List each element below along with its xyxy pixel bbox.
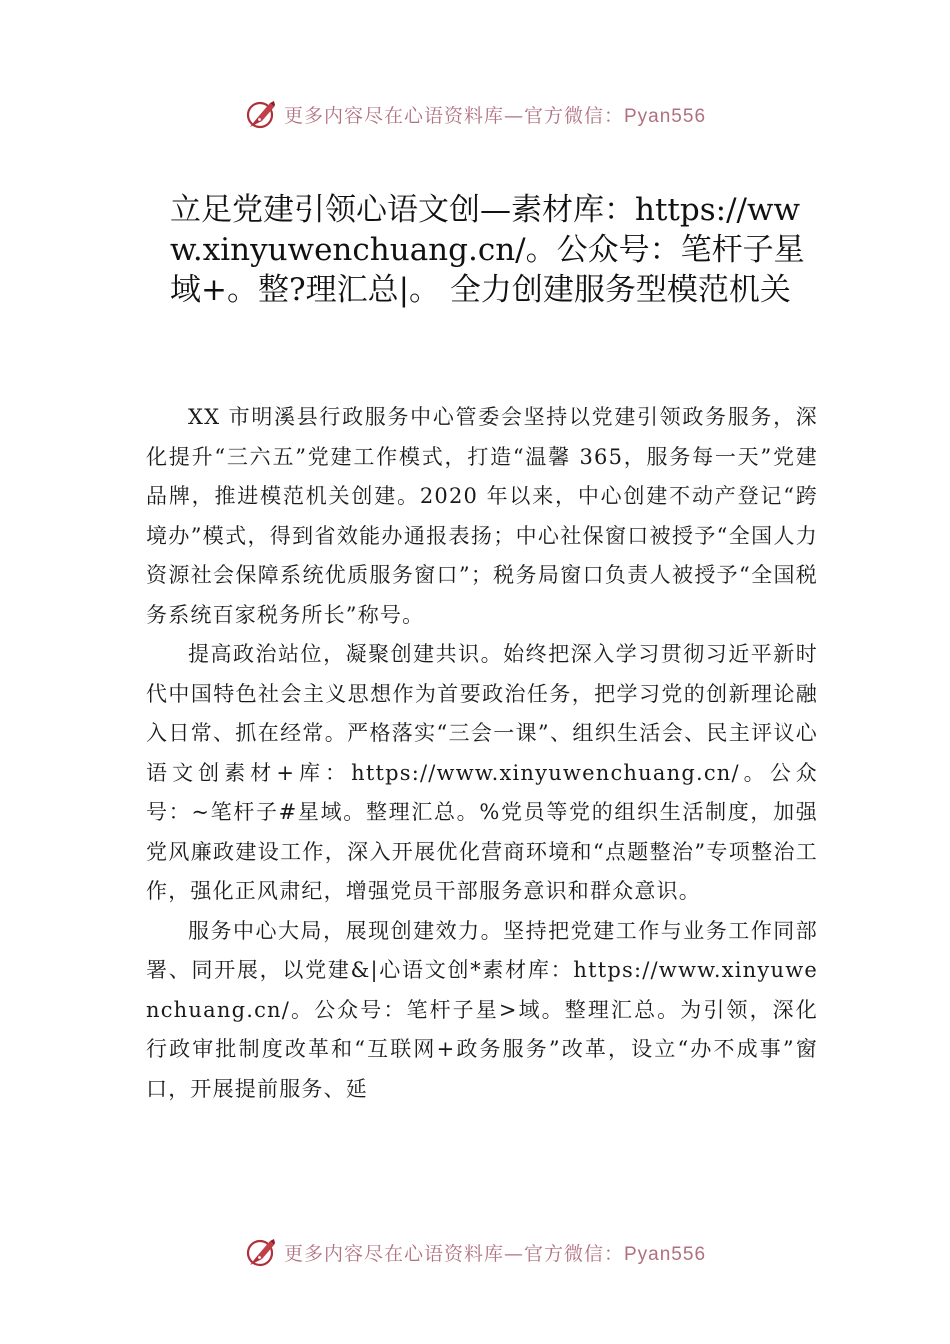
banner-slogan: 更多内容尽在心语资料库—官方微信：: [283, 104, 624, 127]
paragraph-3: 服务中心大局，展现创建效力。坚持把党建工作与业务工作同部署、同开展，以党建&|心语文创*素材库：https://www.xinyuwenchuang.cn/。公众号：笔杆子星>域。整理汇总。为引领，深化行政审批制度改革和“互联网+政务服务”改革，设立“办不成事”窗口，开展提前服务、延: [146, 918, 818, 1101]
paragraph-1: XX 市明溪县行政服务中心管委会坚持以党建引领政务服务，深化提升“三六五”党建工作模式，打造“温馨 365，服务每一天”党建品牌，推进模范机关创建。2020 年以来，中心创建不动产登记“跨境办”模式，得到省效能办通报表扬；中心社保窗口被授予“全国人力资源社会保障系统优质服务窗口”；税务局窗口负责人被授予“全国税务系统百家税务所长”称号。: [146, 405, 818, 627]
banner-text: [284, 1239, 706, 1266]
banner-text: [284, 101, 706, 128]
document-title: 立足党建引领心语文创—素材库：https://www.xinyuwenchuang.cn/。公众号：笔杆子星域+。整?理汇总|。 全力创建服务型模范机关: [170, 192, 805, 308]
banner-wechat-id: Pyan556: [624, 1243, 707, 1265]
header-banner: [0, 94, 950, 134]
pen-nib-seal-icon: [244, 1235, 278, 1269]
banner-slogan: 更多内容尽在心语资料库—官方微信：: [283, 1242, 624, 1265]
document-body: [146, 398, 818, 1109]
paragraph-2: 提高政治站位，凝聚创建共识。始终把深入学习贯彻习近平新时代中国特色社会主义思想作为首要政治任务，把学习党的创新理论融入日常、抓在经常。严格落实“三会一课”、组织生活会、民主评议心语文创素材+库：https://www.xinyuwenchuang.cn/。公众号：~笔杆子#星域。整理汇总。%党员等党的组织生活制度，加强党风廉政建设工作，深入开展优化营商环境和“点题整治”专项整治工作，强化正风肃纪，增强党员干部服务意识和群众意识。: [146, 642, 818, 903]
banner-wechat-id: Pyan556: [624, 105, 707, 127]
pen-nib-seal-icon: [244, 97, 278, 131]
footer-banner: [0, 1232, 950, 1272]
